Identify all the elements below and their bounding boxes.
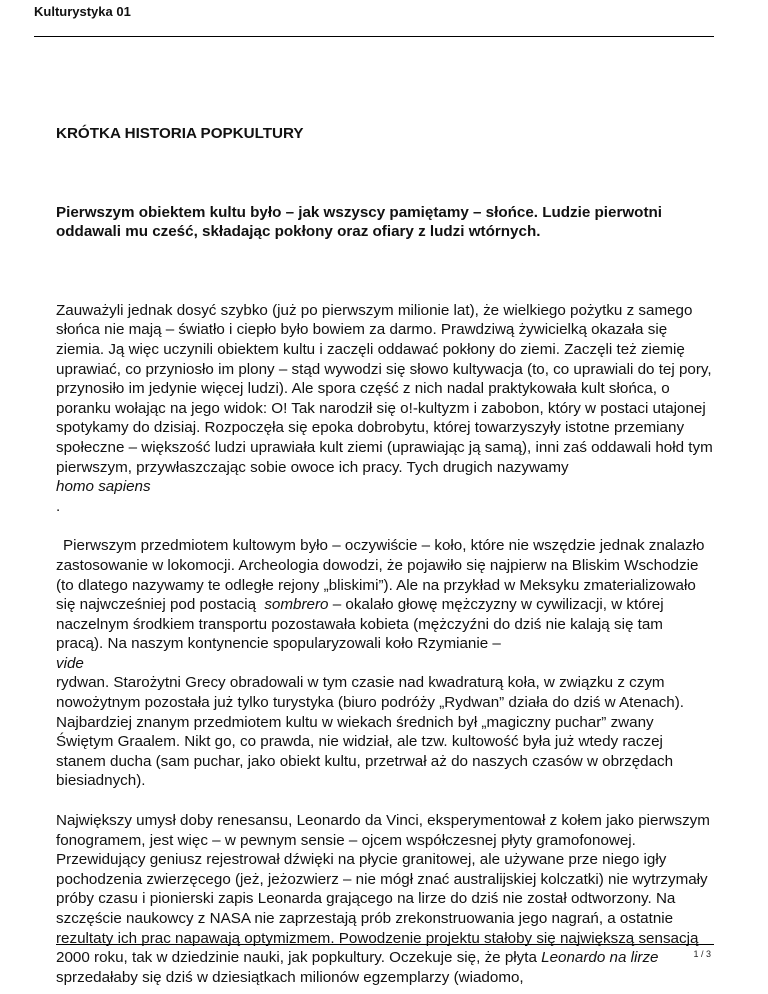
article-body <box>56 124 714 987</box>
article-lead: Pierwszym obiektem kultu było – jak wszyscy pamiętamy – słońce. Ludzie pierwotni oddawali mu cześć, składając pokłony oraz ofiary z ludzi wtórnych. <box>56 203 663 241</box>
paragraph-2-italic-b: vide <box>56 654 84 672</box>
page-number: 1 / 3 <box>693 949 711 959</box>
paragraph-2-text-c: rydwan. Starożytni Grecy obradowali w tym czasie nad kwadraturą koła, w związku z czym nowożytnym pozostała już tylko turystyka (biuro podróży „Rydwan” działa do dziś w Atenach). Najbardziej znanym przedmiotem kultu w wiekach średnich był „magiczny puchar” zwany Świętym Graalem. Nikt go, co prawda, nie widział, ale tzw. kultowość była już wtedy raczej stanem ducha (sam puchar, jako obiekt kultu, przetrwał aż do naszych czasów w obrzędach biesiadnych). <box>56 674 685 790</box>
paragraph-1-italic: homo sapiens <box>56 478 151 496</box>
paragraph-2 <box>56 536 714 791</box>
paragraph-3-italic: Leonardo na lirze <box>541 949 659 967</box>
running-header: Kulturystyka 01 <box>34 4 131 19</box>
paragraph-3-text-b: sprzedałaby się dziś w dziesiątkach milionów egzemplarzy (wiadomo, <box>56 968 524 986</box>
paragraph-3 <box>56 811 714 987</box>
paragraph-1-tail: . <box>56 497 61 515</box>
footer-divider <box>56 944 714 945</box>
header-divider <box>34 36 714 37</box>
paragraph-2-italic-a: sombrero <box>264 596 329 614</box>
paragraph-3-text-a: Największy umysł doby renesansu, Leonardo da Vinci, eksperymentował z kołem jako pierwszym fonogramem, jest więc – w pewnym sensie – ojcem współczesnej płyty gramofonowej. Przewidujący geniusz rejestrował dźwięki na płycie granitowej, ale używane prze niego igły pochodzenia zwierzęcego (jeż, jeżozwierz – nie mógł znać australijskiej kolczatki) nie wytrzymały próby czasu i pionierski zapis Leonarda grającego na lirze do dziś nie został odtworzony. Na szczęście naukowcy z NASA nie zaprzestają prób zrekonstruowania jego nagrań, a ostatnie rezultaty ich prac napawają optymizmem. Powodzenie projektu stałoby się największą sensacją 2000 roku, tak w dziedzinie nauki, jak popkultury. Oczekuje się, że płyta <box>56 812 710 967</box>
paragraph-1-text: Zauważyli jednak dosyć szybko (już po pierwszym milionie lat), że wielkiego pożytku z samego słońca nie mają – światło i ciepło było bowiem za darmo. Prawdziwą żywicielką okazała się ziemia. Ją więc uczynili obiektem kultu i zaczęli oddawać pokłony do ziemi. Zaczęli też ziemię uprawiać, co przyniosło im plony – stąd wywodzi się słowo kultywacja (to, co uprawiali do tej pory, przynosiło im jedynie więcej ludzi). Ale spora część z nich nadal praktykowała kult słońca, o poranku wołając na jego widok: O! Tak narodził się o!-kultyzm i zabobon, który w postaci utajonej spotykamy do dzisiaj. Rozpoczęła się epoka dobrobytu, której towarzyszyły istotne przemiany społeczne – większość ludzi uprawiała kult ziemi (uprawiając ją samą), inni zaś oddawali hołd tym pierwszym, przywłaszczając sobie owoce ich pracy. Tych drugich nazywamy <box>56 301 713 476</box>
article-title: KRÓTKA HISTORIA POPKULTURY <box>56 125 304 142</box>
paragraph-1 <box>56 301 714 517</box>
paragraph-2-text-b: – okalało głowę mężczyzny w cywilizacji, w której naczelnym środkiem transportu pozostawała kobieta (mężczyźni do dziś nie kalają się tam pracą). Na naszym kontynencie spopularyzowali koło Rzymianie – <box>56 596 664 653</box>
paragraph-2-text-a: Pierwszym przedmiotem kultowym było – oczywiście – koło, które nie wszędzie jednak znalazło zastosowanie w lokomocji. Archeologia dowodzi, że pojawiło się najpierw na Bliskim Wschodzie (to dlatego nazywamy te odległe rejony „bliskimi”). Ale na przykład w Meksyku zmaterializowało się najwcześniej pod postacią <box>56 537 705 614</box>
